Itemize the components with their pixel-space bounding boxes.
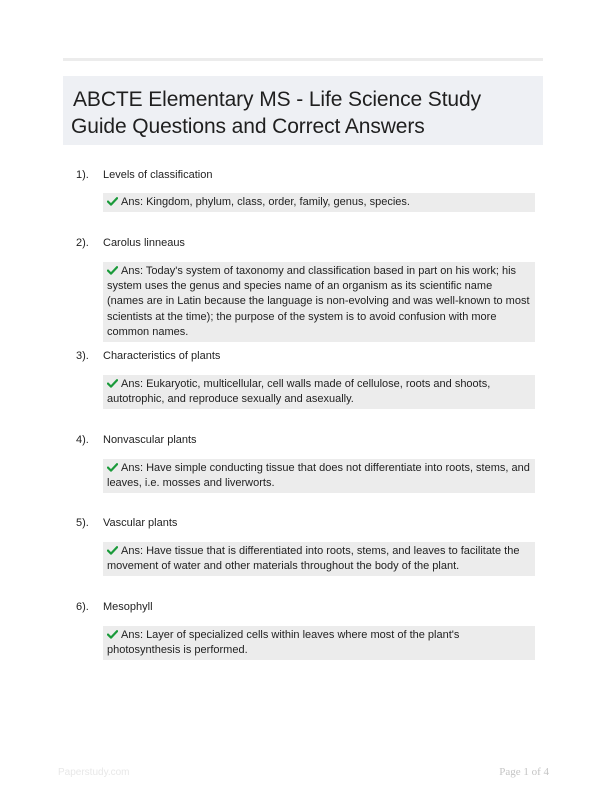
top-divider [63, 58, 543, 61]
question-text: Levels of classification [103, 169, 213, 181]
question-number: 5). [76, 517, 89, 529]
answer-box [103, 542, 535, 576]
answer-text: Ans: Have tissue that is differentiated into roots, stems, and leaves to facilitate the movement of water and other materials throughout the body of the plant. [107, 545, 520, 573]
answer-text: Ans: Layer of specialized cells within leaves where most of the plant's photosynthesis is performed. [107, 629, 460, 657]
answer-box [103, 375, 535, 409]
answer-text: Ans: Today's system of taxonomy and classification based in part on his work; his system uses the genus and species name of an organism as its scientific name (names are in Latin because the language is non-evolving and was well-known to most scientists at the time); the purpose of the system is to avoid confusion with more common names. [107, 265, 530, 338]
check-icon [107, 197, 118, 206]
answer-text: Ans: Kingdom, phylum, class, order, family, genus, species. [121, 196, 410, 208]
answer-box [103, 262, 535, 342]
question-text: Nonvascular plants [103, 434, 197, 446]
question-number: 4). [76, 434, 89, 446]
question-number: 2). [76, 237, 89, 249]
question-text: Vascular plants [103, 517, 178, 529]
page-number: Page 1 of 4 [499, 766, 549, 778]
answer-box [103, 193, 535, 212]
answer-text: Ans: Have simple conducting tissue that does not differentiate into roots, stems, and leaves, i.e. mosses and liverworts. [107, 462, 530, 490]
check-icon [107, 546, 118, 555]
question-number: 1). [76, 169, 89, 181]
page-title [71, 86, 535, 140]
answer-box [103, 459, 535, 493]
answer-box [103, 626, 535, 660]
check-icon [107, 379, 118, 388]
title-banner [63, 76, 543, 145]
check-icon [107, 630, 118, 639]
page-title-line-1: ABCTE Elementary MS - Life Science Study [73, 88, 481, 111]
footer-watermark: Paperstudy.com [58, 767, 130, 778]
check-icon [107, 266, 118, 275]
question-text: Mesophyll [103, 601, 153, 613]
answer-text: Ans: Eukaryotic, multicellular, cell walls made of cellulose, roots and shoots, autotrophic, and reproduce sexually and asexually. [107, 378, 491, 406]
question-number: 6). [76, 601, 89, 613]
question-text: Carolus linneaus [103, 237, 185, 249]
page-title-line-2: Guide Questions and Correct Answers [71, 115, 425, 138]
check-icon [107, 463, 118, 472]
question-number: 3). [76, 350, 89, 362]
question-text: Characteristics of plants [103, 350, 221, 362]
